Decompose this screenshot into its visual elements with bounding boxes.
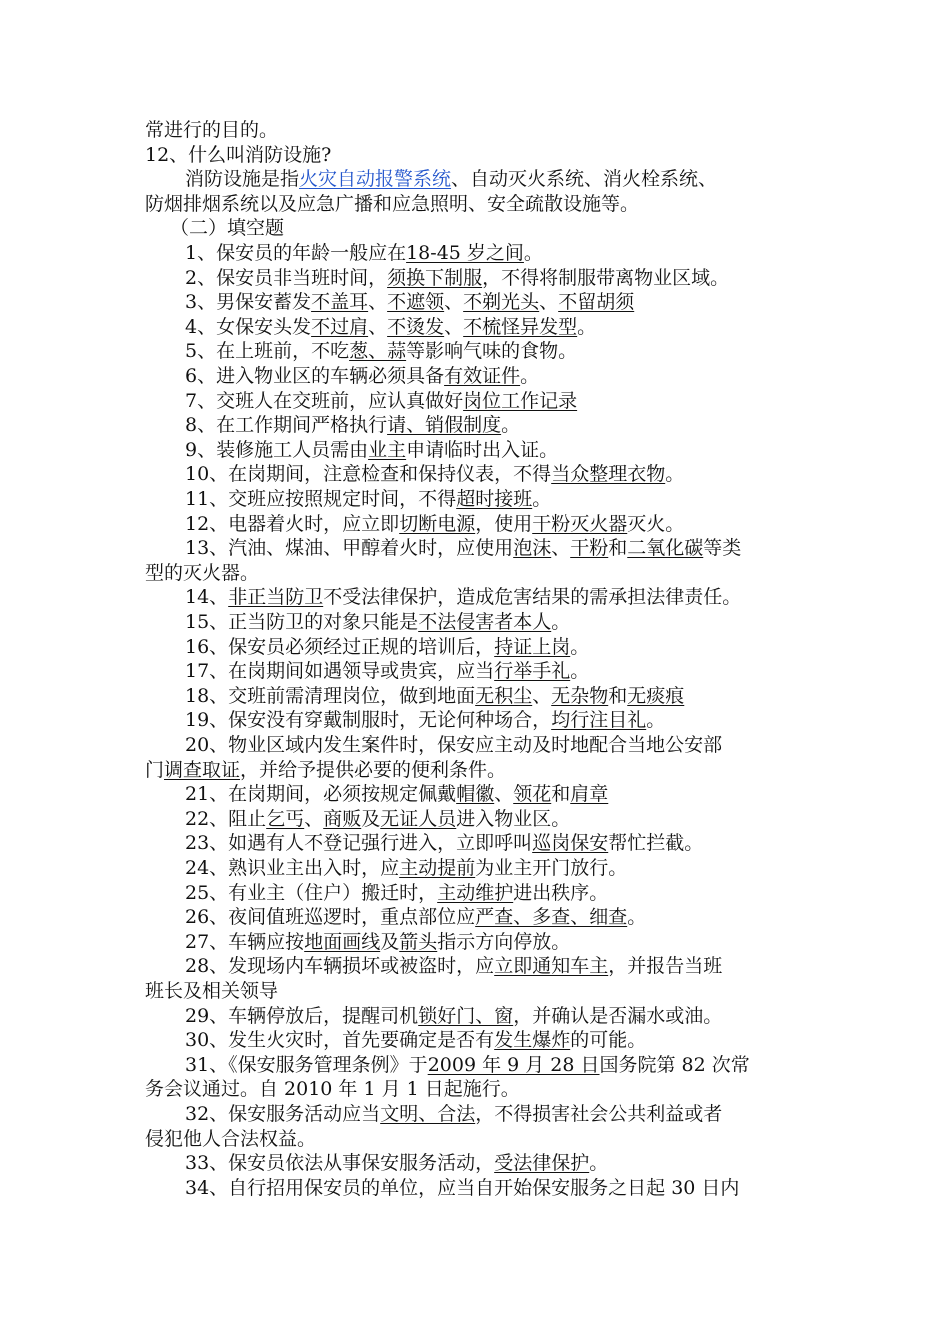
underlined-answer: 地面画线: [304, 930, 381, 953]
text-line: [185, 733, 865, 758]
text-segment: 31、《保安服务管理条例》于: [185, 1053, 428, 1076]
text-segment: ，使用: [475, 512, 533, 535]
text-line: [170, 216, 850, 241]
underlined-answer: 无积尘: [475, 684, 533, 707]
text-segment: 18、交班前需清理岗位，做到地面: [185, 684, 476, 707]
underlined-answer: 不遮领: [387, 291, 445, 314]
text-segment: 3、男保安蓄发: [185, 291, 312, 314]
underlined-answer: 文明、合法: [380, 1103, 476, 1125]
text-segment: 进出秩序。: [513, 881, 609, 904]
text-line: [185, 807, 865, 832]
underlined-answer: 岗位工作记录: [463, 389, 578, 412]
text-segment: 。: [570, 635, 590, 658]
text-segment: 班长及相关领导: [145, 980, 279, 1002]
text-segment: 、: [368, 291, 388, 314]
underlined-answer: 行举手礼: [494, 660, 571, 683]
text-line: [185, 315, 865, 340]
text-segment: ，并报告当班: [608, 955, 723, 978]
underlined-answer: 受法律保护: [494, 1152, 590, 1175]
text-line: [185, 905, 865, 930]
text-segment: 23、如遇有人不登记强行进入，立即呼叫: [185, 832, 533, 855]
text-segment: 和: [608, 684, 628, 707]
underlined-answer: 无证人员: [380, 807, 457, 830]
text-segment: 、: [539, 291, 559, 314]
text-segment: 型的灭火器。: [145, 561, 260, 584]
text-segment: 17、在岗期间如遇领导或贵宾，应当: [185, 660, 495, 683]
text-segment: 和: [608, 537, 628, 560]
underlined-answer: 主动维护: [437, 881, 514, 904]
text-line: [185, 167, 865, 192]
text-line: [145, 143, 825, 168]
text-segment: 不受法律保护，造成危害结果的需承担法律责任。: [323, 586, 742, 609]
underlined-answer: 乞丐: [266, 807, 305, 830]
underlined-answer: 严查、多查、细查: [475, 906, 628, 929]
text-segment: 14、: [185, 586, 229, 609]
text-segment: 。: [501, 414, 521, 437]
text-segment: 、: [532, 684, 552, 707]
text-segment: 。: [520, 365, 540, 387]
text-line: [185, 389, 865, 414]
text-segment: ，并确认是否漏水或油。: [513, 1004, 723, 1027]
text-line: [185, 954, 865, 979]
text-segment: 7、交班人在交班前，应认真做好: [185, 389, 464, 412]
text-segment: 15、正当防卫的对象只能是: [185, 611, 419, 633]
underlined-answer: 当众整理衣物: [551, 463, 666, 486]
underlined-answer: 不剃光头: [463, 291, 540, 314]
text-segment: 25、有业主（住户）搬迁时，: [185, 881, 438, 904]
text-segment: 20、物业区域内发生案件时，保安应主动及时地配合当地公安部: [185, 734, 723, 756]
text-segment: 16、保安员必须经过正规的培训后，: [185, 635, 495, 658]
underlined-answer: 切断电源: [399, 512, 476, 535]
text-line: [185, 241, 865, 266]
text-segment: 32、保安服务活动应当: [185, 1103, 381, 1125]
text-segment: 4、女保安头发: [185, 315, 312, 338]
text-segment: 24、熟识业主出入时，应: [185, 857, 400, 879]
text-segment: 。: [646, 709, 666, 732]
text-segment: 等类: [703, 537, 742, 560]
text-line: [185, 831, 865, 856]
text-segment: 。: [523, 242, 543, 264]
text-segment: 、: [304, 807, 324, 830]
underlined-answer: 调查取证: [164, 758, 241, 781]
hyperlink-text[interactable]: 火灾自动报警系统: [299, 168, 452, 191]
text-segment: 。: [589, 1152, 609, 1175]
text-segment: 。: [551, 611, 571, 633]
underlined-answer: 巡岗保安: [532, 832, 609, 855]
text-line: [185, 610, 865, 635]
underlined-answer: 帽徽: [456, 783, 495, 806]
text-line: [185, 684, 865, 709]
text-segment: 9、装修施工人员需由: [185, 438, 369, 461]
underlined-answer: 业主: [368, 438, 407, 461]
text-segment: 进入物业区。: [456, 807, 571, 830]
text-segment: 21、在岗期间，必须按规定佩戴: [185, 783, 457, 806]
underlined-answer: 干粉灭火器: [532, 512, 628, 535]
text-line: [185, 1028, 865, 1053]
underlined-answer: 须换下制服: [387, 266, 483, 289]
text-segment: 国务院第 82 次常: [599, 1053, 750, 1076]
text-segment: （二）填空题: [170, 217, 285, 240]
text-segment: 5、在上班前，不吃: [185, 340, 350, 363]
text-line: [185, 585, 865, 610]
underlined-answer: 立即通知车主: [494, 955, 609, 978]
text-line: [185, 881, 865, 906]
underlined-answer: 箭头: [399, 930, 438, 953]
text-segment: 、: [551, 537, 571, 560]
underlined-answer: 干粉: [570, 537, 609, 560]
text-line: [145, 1077, 825, 1102]
text-segment: 。: [577, 315, 597, 338]
text-line: [145, 758, 825, 783]
underlined-answer: 18-45 岁之间: [406, 242, 524, 264]
text-segment: 、: [444, 291, 464, 314]
underlined-answer: 均行注目礼: [551, 709, 647, 732]
text-segment: 灭火。: [627, 512, 685, 535]
text-segment: 19、保安没有穿戴制服时，无论何种场合，: [185, 709, 552, 732]
underlined-answer: 主动提前: [399, 857, 476, 879]
text-segment: 8、在工作期间严格执行: [185, 414, 388, 437]
text-segment: 防烟排烟系统以及应急广播和应急照明、安全疏散设施等。: [145, 192, 640, 215]
text-segment: 、: [368, 315, 388, 338]
text-segment: 12、什么叫消防设施?: [145, 143, 332, 166]
underlined-answer: 有效证件: [444, 365, 521, 387]
underlined-answer: 非正当防卫: [228, 586, 324, 609]
text-segment: 指示方向停放。: [437, 930, 571, 953]
text-line: [185, 1004, 865, 1029]
text-line: [185, 438, 865, 463]
text-segment: 门: [145, 758, 165, 781]
text-segment: 11、交班应按照规定时间，不得: [185, 488, 457, 510]
text-segment: 务会议通过。自 2010 年 1 月 1 日起施行。: [145, 1078, 520, 1101]
text-segment: 12、电器着火时，应立即: [185, 512, 400, 535]
text-segment: 消防设施是指: [185, 168, 300, 191]
text-line: [185, 635, 865, 660]
underlined-answer: 无痰痕: [627, 684, 685, 707]
text-line: [185, 856, 865, 881]
text-segment: 为业主开门放行。: [475, 857, 628, 879]
text-line: [185, 930, 865, 955]
text-segment: 22、阻止: [185, 807, 267, 830]
text-segment: 34、自行招用保安员的单位，应当自开始保安服务之日起 30 日内: [185, 1176, 740, 1199]
underlined-answer: 商贩: [323, 807, 362, 830]
text-segment: 及: [361, 807, 381, 830]
text-segment: 申请临时出入证。: [406, 438, 559, 461]
text-segment: 。: [627, 906, 647, 929]
text-line: [145, 118, 825, 143]
underlined-answer: 泡沫: [513, 537, 552, 560]
text-segment: 。: [532, 488, 552, 510]
underlined-answer: 无杂物: [551, 684, 609, 707]
underlined-answer: 领花: [513, 783, 552, 806]
text-segment: 及: [380, 930, 400, 953]
underlined-answer: 持证上岗: [494, 635, 571, 658]
underlined-answer: 不法侵害者本人: [418, 611, 552, 633]
text-segment: 28、发现场内车辆损坏或被盗时，应: [185, 955, 495, 978]
underlined-answer: 不留胡须: [558, 291, 635, 314]
text-line: [185, 782, 865, 807]
text-segment: 6、进入物业区的车辆必须具备: [185, 365, 445, 387]
text-segment: 等影响气味的食物。: [406, 340, 578, 363]
text-line: [145, 979, 825, 1004]
text-segment: 2、保安员非当班时间，: [185, 266, 388, 289]
text-segment: ，不得损害社会公共利益或者: [475, 1103, 723, 1125]
text-segment: 26、夜间值班巡逻时，重点部位应: [185, 906, 476, 929]
text-line: [185, 290, 865, 315]
text-segment: 侵犯他人合法权益。: [145, 1127, 317, 1150]
underlined-answer: 肩章: [570, 783, 609, 806]
text-line: [145, 561, 825, 586]
underlined-answer: 不梳怪异发型: [463, 315, 578, 338]
text-line: [185, 1176, 865, 1201]
underlined-answer: 不盖耳: [311, 291, 369, 314]
text-line: [185, 266, 865, 291]
text-line: [185, 1151, 865, 1176]
text-segment: 27、车辆应按: [185, 930, 305, 953]
underlined-answer: 2009 年 9 月 28 日: [427, 1053, 600, 1076]
underlined-answer: 不过肩: [311, 315, 369, 338]
text-segment: 和: [551, 783, 571, 806]
text-segment: ，不得将制服带离物业区域。: [482, 266, 730, 289]
text-segment: 1、保安员的年龄一般应在: [185, 242, 407, 264]
text-line: [145, 192, 825, 217]
text-line: [185, 364, 865, 389]
underlined-answer: 锁好门、窗: [418, 1004, 514, 1027]
underlined-answer: 超时接班: [456, 488, 533, 510]
underlined-answer: 不烫发: [387, 315, 445, 338]
text-segment: 的可能。: [570, 1029, 647, 1052]
text-segment: ，并给予提供必要的便利条件。: [240, 758, 507, 781]
underlined-answer: 二氧化碳: [627, 537, 704, 560]
text-segment: 10、在岗期间，注意检查和保持仪表，不得: [185, 463, 552, 486]
text-segment: 。: [665, 463, 685, 486]
text-line: [185, 487, 865, 512]
text-line: [185, 1102, 865, 1127]
text-segment: 、自动灭火系统、消火栓系统、: [451, 168, 718, 191]
text-line: [185, 536, 865, 561]
text-segment: 13、汽油、煤油、甲醇着火时，应使用: [185, 537, 514, 560]
text-segment: 29、车辆停放后，提醒司机: [185, 1004, 419, 1027]
text-segment: 帮忙拦截。: [608, 832, 704, 855]
text-line: [185, 1053, 865, 1078]
underlined-answer: 发生爆炸: [494, 1029, 571, 1052]
text-line: [185, 413, 865, 438]
text-segment: 。: [570, 660, 590, 683]
text-line: [185, 659, 865, 684]
text-line: [145, 1127, 825, 1152]
text-line: [185, 462, 865, 487]
text-segment: 常进行的目的。: [145, 119, 279, 141]
text-segment: 、: [494, 783, 514, 806]
text-line: [185, 512, 865, 537]
text-segment: 33、保安员依法从事保安服务活动，: [185, 1152, 495, 1175]
underlined-answer: 葱、蒜: [349, 340, 407, 363]
text-segment: 、: [444, 315, 464, 338]
text-line: [185, 339, 865, 364]
underlined-answer: 请、销假制度: [387, 414, 502, 437]
text-segment: 30、发生火灾时，首先要确定是否有: [185, 1029, 495, 1052]
text-line: [185, 708, 865, 733]
